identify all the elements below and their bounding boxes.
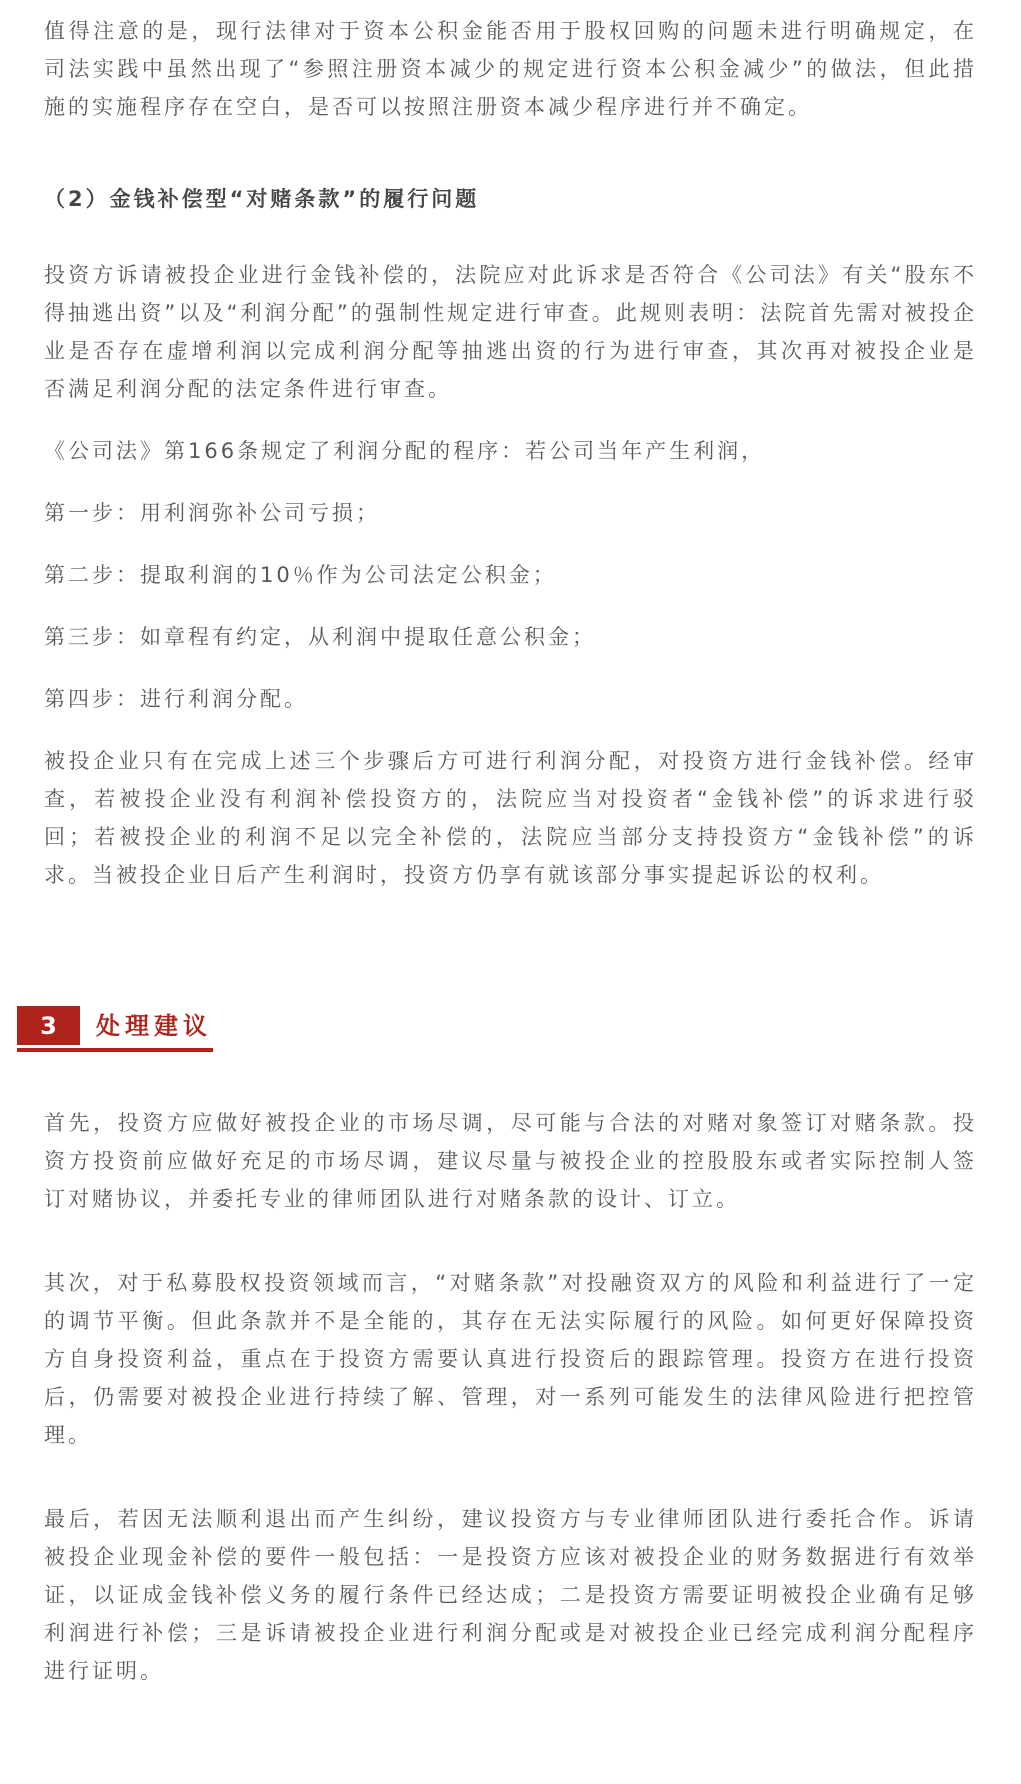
- section-number-badge: 3: [17, 1006, 80, 1045]
- section-underline-divider: [17, 1048, 213, 1052]
- paragraph-profit-distribution: 被投企业只有在完成上述三个步骤后方可进行利润分配，对投资方进行金钱补偿。经审查，若被投企业没有利润补偿投资方的，法院应当对投资者“金钱补偿”的诉求进行驳回；若被投企业的利润不足以完全补偿的，法院应当部分支持投资方“金钱补偿”的诉求。当被投企业日后产生利润时，投资方仍享有就该部分事实提起诉讼的权利。: [44, 749, 977, 887]
- section-header: [17, 1006, 977, 1052]
- paragraph-advice-first: 首先，投资方应做好被投企业的市场尽调，尽可能与合法的对赌对象签订对赌条款。投资方投资前应做好充足的市场尽调，建议尽量与被投企业的控股股东或者实际控制人签订对赌协议，并委托专业的律师团队进行对赌条款的设计、订立。: [44, 1111, 977, 1211]
- step-item-3: 第三步：如章程有约定，从利润中提取任意公积金；: [44, 625, 596, 649]
- paragraph-advice-second: 其次，对于私募股权投资领域而言，“对赌条款”对投融资双方的风险和利益进行了一定的调节平衡。但此条款并不是全能的，其存在无法实际履行的风险。如何更好保障投资方自身投资利益，重点在于投资方需要认真进行投资后的跟踪管理。投资方在进行投资后，仍需要对被投企业进行持续了解、管理，对一系列可能发生的法律风险进行把控管理。: [44, 1271, 977, 1447]
- paragraph-court-review: 投资方诉请被投企业进行金钱补偿的，法院应对此诉求是否符合《公司法》有关“股东不得抽逃出资”以及“利润分配”的强制性规定进行审查。此规则表明：法院首先需对被投企业是否存在虚增利润以完成利润分配等抽逃出资的行为进行审查，其次再对被投企业是否满足利润分配的法定条件进行审查。: [44, 263, 977, 401]
- step-item-1: 第一步：用利润弥补公司亏损；: [44, 501, 380, 525]
- paragraph-advice-last: 最后，若因无法顺利退出而产生纠纷，建议投资方与专业律师团队进行委托合作。诉请被投企业现金补偿的要件一般包括：一是投资方应该对被投企业的财务数据进行有效举证，以证成金钱补偿义务的履行条件已经达成；二是投资方需要证明被投企业确有足够利润进行补偿；三是诉请被投企业进行利润分配或是对被投企业已经完成利润分配程序进行证明。: [44, 1507, 977, 1683]
- paragraph-law-166: 《公司法》第166条规定了利润分配的程序：若公司当年产生利润，: [44, 439, 766, 463]
- step-item-4: 第四步：进行利润分配。: [44, 687, 308, 711]
- step-item-2: 第二步：提取利润的10％作为公司法定公积金；: [44, 563, 557, 587]
- subsection-heading: （2）金钱补偿型“对赌条款”的履行问题: [44, 187, 480, 211]
- paragraph-capital-reserve: 值得注意的是，现行法律对于资本公积金能否用于股权回购的问题未进行明确规定，在司法实践中虽然出现了“参照注册资本减少的规定进行资本公积金减少”的做法，但此措施的实施程序存在空白，是否可以按照注册资本减少程序进行并不确定。: [44, 19, 977, 119]
- section-header-row: [17, 1006, 977, 1045]
- section-title: 处理建议: [96, 1011, 212, 1040]
